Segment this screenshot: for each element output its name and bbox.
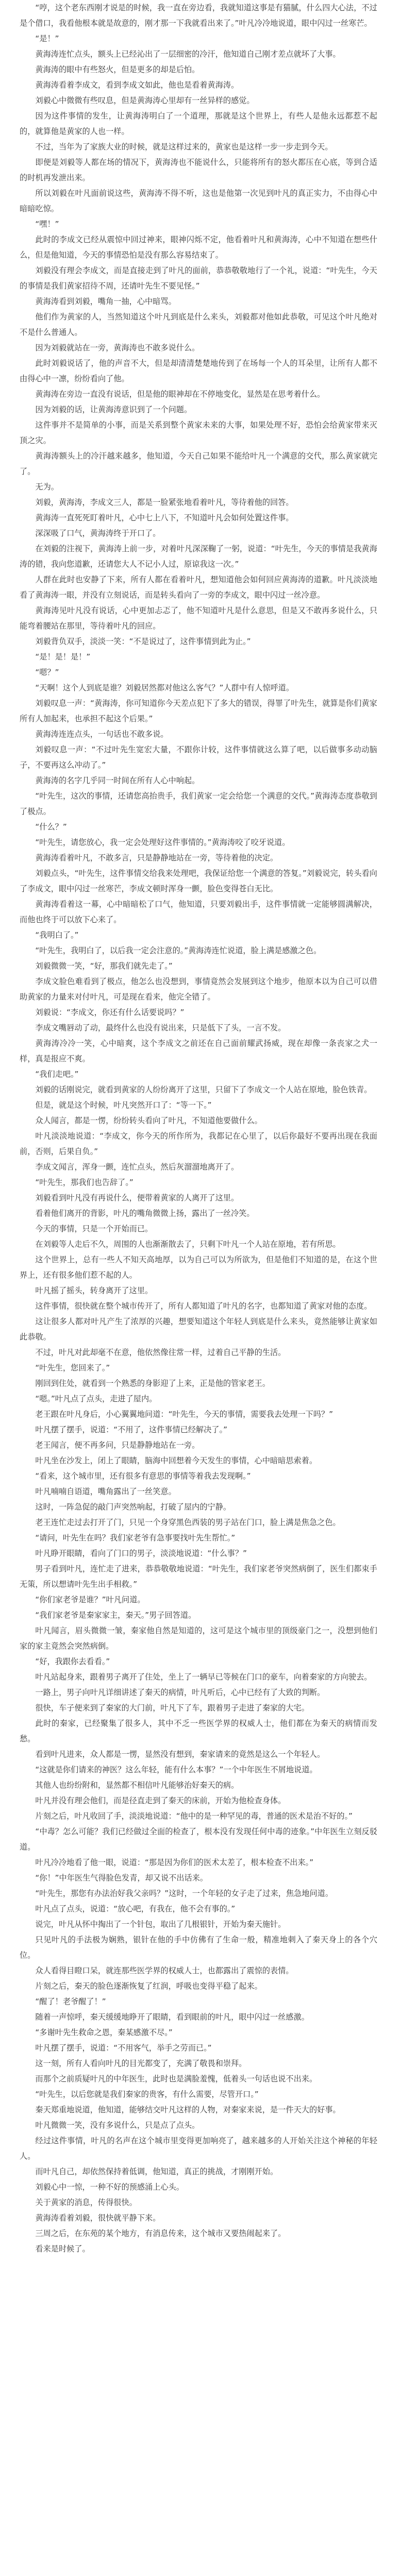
article-paragraph: 老王跟在叶凡身后，小心翼翼地问道：“叶先生，今天的事情，需要我去处理一下吗？” [35, 1410, 333, 1419]
article-paragraph: “嗯。”叶凡点了点头，走进了屋内。 [35, 1394, 157, 1403]
article-paragraph: 此时的李成文已经从震惊中回过神来，眼神闪烁不定，他看着叶凡和黄海涛，心中不知道在想些什么，但是他知道，今天的事情恐怕是没有那么容易结束了。 [20, 235, 377, 260]
article-paragraph: 老王连忙走过去打开了门，只见一个身穿黑色西装的男子站在门口，脸上满是焦急之色。 [35, 1518, 341, 1527]
article-paragraph: 所以刘毅在叶凡面前说这些，黄海涛不得不听，这也是他第一次见到叶凡的真正实力，不由得心中暗暗吃惊。 [20, 189, 377, 213]
article-paragraph: 黄海涛连忙点头，额头上已经沁出了一层细密的冷汗，他知道自己刚才差点就坏了大事。 [35, 49, 341, 59]
article-paragraph: 此时的秦家，已经聚集了很多人，其中不乏一些医学界的权威人士，他们都在为秦天的病情而发愁。 [20, 1719, 377, 1743]
article-paragraph: 今天的事情，只是一个开始而已。 [35, 1224, 153, 1233]
article-paragraph: 在刘毅等人走后不久，周围的人也渐渐散去了，只剩下叶凡一个人站在原地，若有所思。 [35, 1240, 341, 1249]
article-paragraph: “你！”中年医生气得脸色发青，却又说不出话来。 [35, 1873, 208, 1883]
article-paragraph: 李成文闻言，浑身一颤，连忙点头，然后灰溜溜地离开了。 [35, 1162, 239, 1172]
article-paragraph: 秦天郑重地说道，他知道，能够结交叶凡这样的人物，对秦家来说，是一件天大的好事。 [35, 2105, 341, 2114]
article-paragraph: “叶先生，以后您就是我们秦家的贵客，有什么需要，尽管开口。” [35, 2090, 259, 2099]
article-paragraph: 其他人也纷纷附和，显然都不相信叶凡能够治好秦天的病。 [35, 1781, 239, 1790]
article-paragraph: 黄海涛冷冷一笑，心中暗爽，这个李成文之前还在自己面前耀武扬威，现在却像一条丧家之犬一样，真是报应不爽。 [20, 1039, 377, 1063]
article-paragraph: “我们走吧。” [35, 1070, 79, 1079]
article-paragraph: “哼，这个老东西刚才说是的时候，我一直在旁边看，我就知道这事是有猫腻，什么四大心法，不过是个借口，我看他根本就是故意的，刚才那一下我就看出来了。”叶凡冷冷地说道，眼中闪过一丝寒芒。 [20, 3, 377, 28]
article-paragraph: 黄海涛看着叶凡，不敢多言，只是静静地站在一旁，等待着他的决定。 [35, 853, 278, 862]
article-paragraph: “是！是！是！” [35, 652, 91, 662]
article-paragraph: 叶凡坐在沙发上，闭上了眼睛，脑海中回想着今天发生的事情，心中暗暗思索着。 [35, 1456, 317, 1465]
article-paragraph: “我们家老爷是秦家家主，秦天。”男子回答道。 [35, 1611, 196, 1620]
article-paragraph: 随着一声惊呼，秦天缓缓地睁开了眼睛，看到眼前的叶凡，眼中闪过一丝感激。 [35, 2012, 309, 2022]
article-paragraph: 刘毅没有理会李成文，而是直接走到了叶凡的面前，恭恭敬敬地行了一个礼，说道：“叶先生，今天的事情是我们黄家招待不周，还请叶先生不要见怪。” [20, 266, 377, 291]
article-paragraph: 男子看到叶凡，连忙走了进来，恭恭敬敬地说道：“叶先生，我们家老爷突然病倒了，医生们都束手无策，所以想请叶先生出手相救。” [20, 1564, 377, 1589]
article-paragraph: 看来是时候了。 [35, 2244, 90, 2253]
article-paragraph: 叶凡喃喃自语道，嘴角露出了一丝笑意。 [35, 1487, 176, 1496]
article-paragraph: “叶先生，请您放心，我一定会处理好这件事情的。”黄海涛咬了咬牙说道。 [35, 838, 290, 847]
article-paragraph: 看到叶凡进来，众人都是一愣，显然没有想到，秦家请来的竟然是这么一个年轻人。 [35, 1750, 325, 1759]
article-paragraph: 叶凡摆了摆手，说道：“不用客气，举手之劳而已。” [35, 2043, 212, 2053]
article-body [20, 0, 377, 2257]
article-paragraph: 众人闻言，都是一愣，纷纷转头看向了叶凡，不知道他要做什么。 [35, 1116, 262, 1125]
article-paragraph: 在刘毅的注视下，黄海涛上前一步，对着叶凡深深鞠了一躬，说道：“叶先生，今天的事情是我黄海涛的错，我向您道歉，还请您大人不记小人过，原谅我这一次。” [20, 544, 377, 569]
article-paragraph: “你们家老爷是谁？”叶凡问道。 [35, 1595, 145, 1604]
article-paragraph: “叶先生，那您有办法治好我父亲吗？”这时，一个年轻的女子走了过来，焦急地问道。 [35, 1889, 333, 1898]
article-paragraph: 叶凡摇了摇头，转身离开了这里。 [35, 1286, 153, 1295]
article-paragraph: 黄海涛见叶凡没有说话，心中更加忐忑了，他不知道叶凡是什么意思，但是又不敢再多说什么，只能弯着腰站在那里，等待着叶凡的回应。 [20, 606, 377, 631]
article-paragraph: 刘毅看到叶凡没有再说什么，便带着黄家的人离开了这里。 [35, 1193, 239, 1202]
article-paragraph: 关于黄家的消息，传得很快。 [35, 2198, 137, 2207]
article-paragraph: 不过，叶凡对此却毫不在意，他依然像往常一样，过着自己平静的生活。 [35, 1348, 286, 1357]
article-paragraph: 他们作为黄家的人，当然知道这个叶凡到底是什么来头，刘毅都对他如此恭敬，可见这个叶凡绝对不是什么普通人。 [20, 312, 377, 337]
article-paragraph: “叶先生，我明白了，以后我一定会注意的。”黄海涛连忙说道，脸上满是感激之色。 [35, 946, 322, 955]
article-paragraph: 这让很多人都对叶凡产生了浓厚的兴趣，想要知道这个年轻人到底是什么来头，竟然能够让黄家如此恭敬。 [20, 1317, 377, 1342]
article-paragraph: “叶先生，那我们也告辞了。” [35, 1178, 133, 1187]
article-paragraph: 这个世界上，总有一些人不知天高地厚，以为自己可以为所欲为，但是他们不知道的是，在这个世界上，还有很多他们惹不起的人。 [20, 1255, 377, 1280]
article-paragraph: 不过，当年为了家族大业的时候，就是这样过来的，黄家也是这样一步一步走到今天。 [35, 142, 333, 151]
article-paragraph: 这时，一阵急促的敲门声突然响起，打破了屋内的宁静。 [35, 1502, 231, 1512]
article-paragraph: “是！” [35, 34, 59, 43]
article-paragraph: 片刻之后，秦天的脸色逐渐恢复了红润，呼吸也变得平稳了起来。 [35, 1981, 262, 1991]
article-paragraph: 人群在此时也安静了下来，所有人都在看着叶凡，想知道他会如何回应黄海涛的道歉。叶凡淡淡地看了黄海涛一眼，并没有立刻说话，而是转头看向了一旁的李成文，眼中闪过一丝冷意。 [20, 575, 377, 600]
article-paragraph: 黄海涛看着李成文，看到李成文如此，他也是看着黄海涛。 [35, 80, 239, 90]
article-paragraph: “我明白了。” [35, 930, 79, 940]
article-paragraph: “叶先生，这次的事情，还请您高抬贵手，我们黄家一定会给您一个满意的交代。”黄海涛态度恭敬到了极点。 [20, 791, 377, 816]
article-paragraph: 刘毅心中一惊，一种不好的预感涌上心头。 [35, 2182, 184, 2192]
article-paragraph: “看来，这个城市里，还有很多有意思的事情等着我去发现啊。” [35, 1471, 251, 1481]
article-paragraph: 叶凡并没有理会他们，而是径直走到了秦天的床前，开始为他检查身体。 [35, 1796, 286, 1805]
article-paragraph: 叶凡睁开眼睛，看向了门口的男子，淡淡地说道：“什么事？” [35, 1549, 247, 1558]
article-paragraph: 而叶凡自己，却依然保持着低调，他知道，真正的挑战，才刚刚开始。 [35, 2167, 278, 2176]
article-paragraph: 这件事情，很快就在整个城市传开了，所有人都知道了叶凡的名字，也都知道了黄家对他的态度。 [35, 1301, 372, 1311]
article-paragraph: 刘毅点头，“叶先生，这件事情交给我来处理吧，我保证给您一个满意的答复。”刘毅说完，转头看向了李成文，眼中闪过一丝寒芒，李成文顿时浑身一颤，脸色变得苍白无比。 [20, 869, 377, 893]
article-paragraph: “叶先生，您回来了。” [35, 1363, 110, 1372]
article-paragraph: 一路上，男子向叶凡详细讲述了秦天的病情，叶凡听后，心中已经有了大致的判断。 [35, 1688, 325, 1697]
article-paragraph: “中毒？怎么可能？我们已经做过全面的检查了，根本没有发现任何中毒的迹象。”中年医生立刻反驳道。 [20, 1827, 377, 1852]
article-paragraph: 叶凡闻言，眉头微微一皱，秦家他自然是知道的，这可是这个城市里的顶级豪门之一，没想到他们家的家主竟然会突然病倒。 [20, 1626, 377, 1651]
article-paragraph: 李成文脸色难看到了极点，他怎么也没想到，事情竟然会发展到这个地步，他原本以为自己可以借助黄家的力量来对付叶凡，可是现在看来，他完全错了。 [20, 977, 377, 1002]
article-paragraph: 经过这件事情，叶凡的名声在这个城市里变得更加响亮了，越来越多的人开始关注这个神秘的年轻人。 [20, 2136, 377, 2161]
article-paragraph: 李成文嘴唇动了动，最终什么也没有说出来，只是低下了头，一言不发。 [35, 1023, 286, 1032]
article-paragraph: 无为。 [35, 482, 59, 492]
article-paragraph: 因为刘毅就站在一旁，黄海涛也不敢多说什么。 [35, 343, 200, 352]
article-paragraph: 叶凡点了点头，说道：“放心吧，有我在，他不会有事的。” [35, 1904, 236, 1913]
article-paragraph: 刘毅的话刚说完，就看到黄家的人纷纷离开了这里，只留下了李成文一个人站在原地，脸色铁青。 [35, 1085, 372, 1094]
article-paragraph: 即便是刘毅等人都在场的情况下，黄海涛也不能说什么，只能将所有的怒火都压在心底，等到合适的时机再发泄出来。 [20, 158, 377, 182]
article-paragraph: 因为这件事情的发生，让黄海涛明白了一个道理，那就是这个世界上，有些人是他永远都惹不起的，就算他是黄家的人也一样。 [20, 111, 377, 136]
article-paragraph: 刘毅说：“李成文，你还有什么话要说吗？” [35, 1008, 185, 1017]
article-paragraph: 因为刘毅的话，让黄海涛意识到了一个问题。 [35, 405, 192, 414]
article-paragraph: 黄海涛的名字几乎同一时间在所有人心中响起。 [35, 776, 200, 785]
article-paragraph: 叶凡站起身来，跟着男子离开了住处，坐上了一辆早已等候在门口的豪车，向着秦家的方向驶去。 [35, 1672, 372, 1682]
article-paragraph: 黄海涛额头上的冷汗越来越多，他知道，今天自己如果不能给叶凡一个满意的交代，那么黄家就完了。 [20, 451, 377, 476]
article-paragraph: 刘毅叹息一声：“黄海涛，你可知道你今天差点犯下了多大的错误，得罪了叶先生，就算是你们黄家所有人加起来，也承担不起这个后果。” [20, 699, 377, 723]
article-paragraph: 黄海涛一直死死盯着叶凡，心中七上八下，不知道叶凡会如何处置这件事。 [35, 513, 294, 522]
article-paragraph: 刘毅微微一笑，“好，那我们就先走了。” [35, 961, 173, 971]
article-paragraph: 刘毅心中微微有些叹息，但是黄海涛心里却有一丝异样的感觉。 [35, 96, 255, 105]
article-paragraph: 说完，叶凡从怀中掏出了一个针包，取出了几根银针，开始为秦天施针。 [35, 1920, 286, 1929]
article-paragraph: 黄海涛看着刘毅，很快就平静下来。 [35, 2213, 161, 2223]
article-paragraph: 刚回到住处，就看到一个熟悉的身影迎了上来，正是他的管家老王。 [35, 1379, 271, 1388]
article-paragraph: 黄海涛的眼中有些怒火，但是更多的却是后怕。 [35, 65, 200, 74]
article-paragraph: 而那个之前质疑叶凡的中年医生，此时也是满脸羞愧，低着头一句话也说不出来。 [35, 2074, 317, 2083]
article-paragraph: 叶凡冷冷地看了他一眼，说道：“那是因为你们的医术太差了，根本检查不出来。” [35, 1858, 314, 1867]
article-paragraph: “多谢叶先生救命之恩，秦某感激不尽。” [35, 2028, 173, 2037]
article-paragraph: 刘毅叹息一声：“不过叶先生宽宏大量，不跟你计较，这件事情就这么算了吧，以后做事多动动脑子，不要再这么冲动了。” [20, 745, 377, 770]
article-paragraph: 深深吸了口气，黄海涛终于开口了。 [35, 529, 161, 538]
article-paragraph: 黄海涛看着这一幕，心中暗暗松了口气，他知道，只要刘毅出手，这件事情就一定能够圆满解决，而他也终于可以放下心来了。 [20, 900, 377, 924]
article-paragraph: 黄海涛在旁边一直没有说话，但是他的眼神却在不停地变化，显然是在思考着什么。 [35, 389, 325, 399]
article-paragraph: “好，我跟你去看看。” [35, 1657, 110, 1666]
article-paragraph: 片刻之后，叶凡收回了手，淡淡地说道：“他中的是一种罕见的毒，普通的医术是治不好的。” [35, 1811, 353, 1821]
article-paragraph: 三周之后，在东苑的某个地方，有消息传来，这个城市又要热闹起来了。 [35, 2229, 286, 2238]
article-paragraph: 这件事并不是简单的小事，而是关系到整个黄家未来的大事，如果处理不好，恐怕会给黄家带来灭顶之灾。 [20, 420, 377, 445]
article-paragraph: “醒了！老爷醒了！” [35, 1997, 106, 2006]
article-paragraph: “嘿！” [35, 219, 59, 229]
article-paragraph: “这就是你们请来的神医？这么年轻，能有什么本事？”一个中年医生不屑地说道。 [35, 1765, 317, 1774]
article-paragraph: 叶凡摆了摆手，说道：“不用了，这件事情已经解决了。” [35, 1425, 228, 1434]
article-paragraph: 黄海涛看到刘毅，嘴角一抽，心中暗骂。 [35, 297, 176, 306]
article-paragraph: “什么？” [35, 822, 67, 832]
article-paragraph: 只见叶凡的手法极为娴熟，银针在他的手中仿佛有了生命一般，精准地刺入了秦天身上的各个穴位。 [20, 1935, 377, 1960]
article-paragraph: 此时刘毅说话了，他的声音不大，但是却清清楚楚地传到了在场每一个人的耳朵里，让所有人都不由得心中一凛，纷纷看向了他。 [20, 359, 377, 383]
article-paragraph: 看着他们离开的背影，叶凡的嘴角微微上扬，露出了一丝冷笑。 [35, 1209, 255, 1218]
article-paragraph: 很快，车子便来到了秦家的大门前，叶凡下了车，跟着男子走进了秦家的大宅。 [35, 1703, 309, 1713]
article-paragraph: “嗯？” [35, 668, 59, 677]
article-paragraph: 众人看得目瞪口呆，就连那些医学界的权威人士，也都露出了震惊的表情。 [35, 1966, 294, 1975]
article-paragraph: “天啊！这个人到底是谁？刘毅居然都对他这么客气？”人群中有人惊呼道。 [35, 683, 294, 692]
article-paragraph: 但是，就是这个时候，叶凡突然开口了：“等一下。” [35, 1100, 212, 1110]
article-paragraph: 叶凡淡淡地说道：“李成文，你今天的所作所为，我都记在心里了，以后你最好不要再出现在我面前，否则，后果自负。” [20, 1131, 377, 1156]
article-paragraph: 老王闻言，便不再多问，只是静静地站在一旁。 [35, 1440, 200, 1450]
article-paragraph: 刘毅背负双手，淡淡一笑：“不是说过了，这件事情到此为止。” [35, 637, 251, 646]
article-paragraph: “请问，叶先生在吗？我们家老爷有急事要找叶先生帮忙。” [35, 1533, 236, 1543]
article-paragraph: 这一刻，所有人看向叶凡的目光都变了，充满了敬畏和崇拜。 [35, 2059, 247, 2068]
article-paragraph: 黄海涛连连点头，一句话也不敢多说。 [35, 730, 169, 739]
article-paragraph: 叶凡微微一笑，没有多说什么，只是点了点头。 [35, 2121, 200, 2130]
article-paragraph: 刘毅，黄海涛，李成文三人，都是一脸紧张地看着叶凡，等待着他的回答。 [35, 498, 294, 507]
